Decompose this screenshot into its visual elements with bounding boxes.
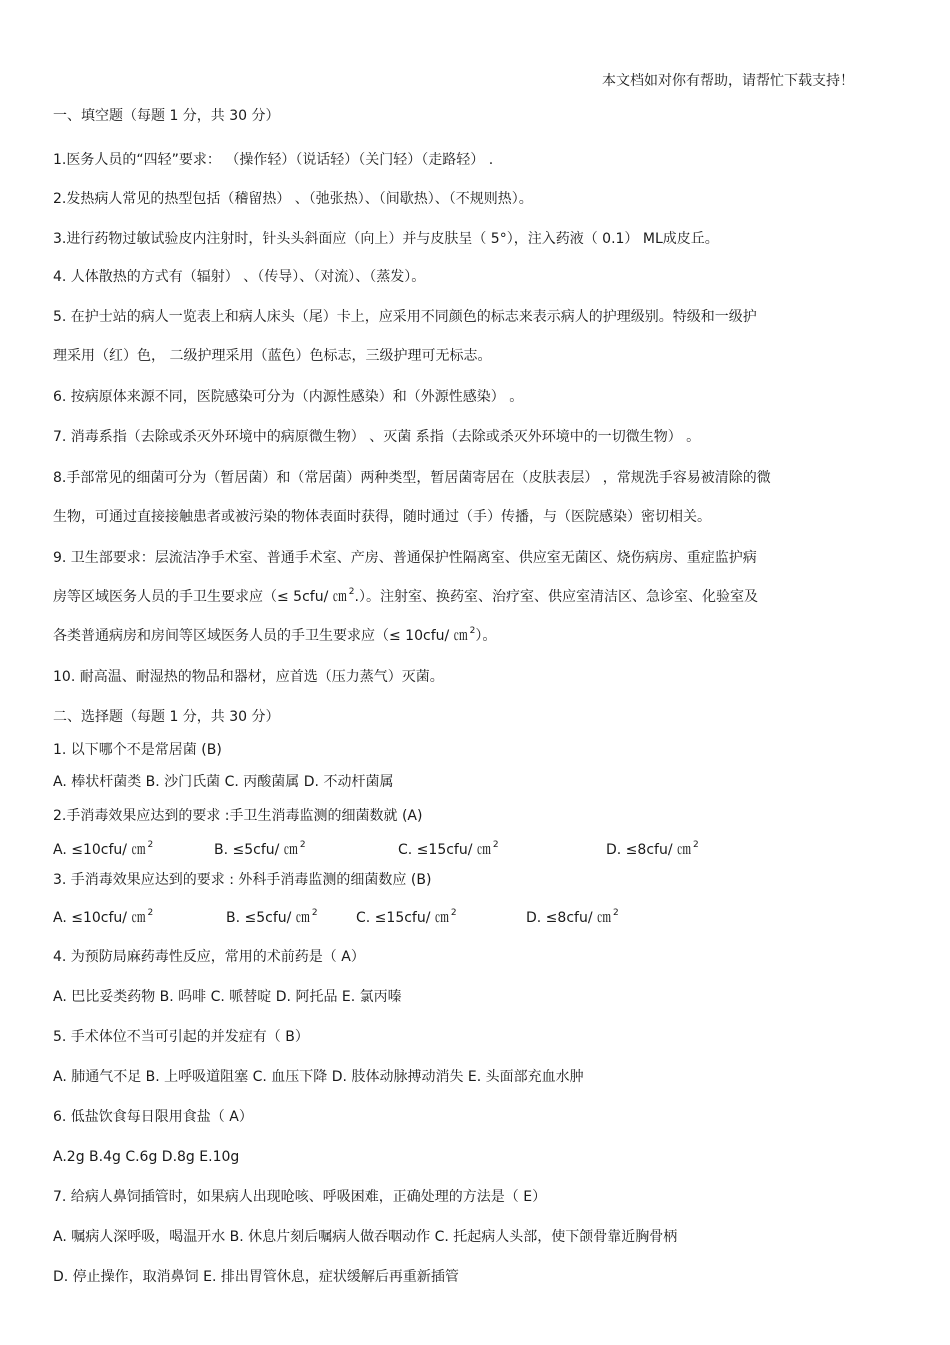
choice-question-7-options-line1: A. 嘱病人深呼吸，喝温开水 B. 休息片刻后嘱病人做吞咽动作 C. 托起病人头部，使下颌骨靠近胸骨柄 <box>53 1229 678 1245</box>
option-text: A. ≤10cfu/ ㎝ <box>53 842 146 858</box>
option-text: C. ≤15cfu/ ㎝ <box>398 842 491 858</box>
fill-question-4: 4. 人体散热的方式有（辐射） 、（传导）、（对流）、（蒸发）。 <box>53 269 426 285</box>
superscript: 2 <box>147 840 154 850</box>
fill-question-9-line2 <box>53 587 758 609</box>
option-text: B. ≤5cfu/ ㎝ <box>226 910 310 926</box>
fill-question-3: 3.进行药物过敏试验皮内注射时，针头头斜面应（向上）并与皮肤呈（ 5°），注入药液（ 0.1） ML成皮丘。 <box>53 231 719 247</box>
choice-question-3-option-b <box>226 908 318 930</box>
superscript: 2 <box>492 840 499 850</box>
option-text: A. ≤10cfu/ ㎝ <box>53 910 146 926</box>
superscript: 2 <box>692 840 699 850</box>
fill-question-2: 2.发热病人常见的热型包括（稽留热） 、（弛张热）、（间歇热）、（不规则热）。 <box>53 191 533 207</box>
q9-line3-text-a: 各类普通病房和房间等区域医务人员的手卫生要求应（≤ 10cfu/ ㎝ <box>53 628 468 644</box>
choice-question-6-options: A.2g B.4g C.6g D.8g E.10g <box>53 1149 240 1165</box>
option-text: D. ≤8cfu/ ㎝ <box>606 842 691 858</box>
fill-question-8-line1: 8.手部常见的细菌可分为（暂居菌）和（常居菌）两种类型，暂居菌寄居在（皮肤表层） ，常规洗手容易被清除的微 <box>53 470 771 486</box>
fill-question-9-line3 <box>53 626 496 648</box>
q9-line2-text-a: 房等区域医务人员的手卫生要求应（≤ 5cfu/ ㎝ <box>53 589 347 605</box>
fill-question-1: 1.医务人员的“四轻”要求： （操作轻）（说话轻）（关门轻）（走路轻） . <box>53 152 494 168</box>
choice-question-7-options-line2: D. 停止操作，取消鼻饲 E. 排出胃管休息，症状缓解后再重新插管 <box>53 1269 459 1285</box>
choice-question-7: 7. 给病人鼻饲插管时，如果病人出现呛咳、呼吸困难，正确处理的方法是（ E） <box>53 1189 547 1205</box>
header-note: 本文档如对你有帮助，请帮忙下载支持！ <box>602 73 854 89</box>
choice-question-2: 2.手消毒效果应达到的要求 :手卫生消毒监测的细菌数就 (A) <box>53 808 423 824</box>
q9-line2-text-b: .）。注射室、换药室、治疗室、供应室清洁区、急诊室、化验室及 <box>354 589 758 605</box>
section2-title: 二、选择题（每题 1 分，共 30 分） <box>53 709 280 725</box>
choice-question-1-options: A. 棒状杆菌类 B. 沙门氏菌 C. 丙酸菌属 D. 不动杆菌属 <box>53 774 394 790</box>
choice-question-3-option-a <box>53 908 153 930</box>
choice-question-2-option-a <box>53 840 153 862</box>
fill-question-9-line1: 9. 卫生部要求：层流洁净手术室、普通手术室、产房、普通保护性隔离室、供应室无菌区、烧伤病房、重症监护病 <box>53 550 757 566</box>
choice-question-2-option-d <box>606 840 699 862</box>
choice-question-4-options: A. 巴比妥类药物 B. 吗啡 C. 哌替啶 D. 阿托品 E. 氯丙嗪 <box>53 989 402 1005</box>
choice-question-6: 6. 低盐饮食每日限用食盐（ A） <box>53 1109 253 1125</box>
fill-question-10: 10. 耐高温、耐湿热的物品和器材，应首选（压力蒸气）灭菌。 <box>53 669 444 685</box>
superscript: 2 <box>450 908 457 918</box>
choice-question-5: 5. 手术体位不当可引起的并发症有（ B） <box>53 1029 309 1045</box>
section1-title: 一、填空题（每题 1 分，共 30 分） <box>53 108 280 124</box>
fill-question-8-line2: 生物，可通过直接接触患者或被污染的物体表面时获得，随时通过（手）传播，与（医院感染）密切相关。 <box>53 509 711 525</box>
choice-question-3-option-d <box>526 908 619 930</box>
choice-question-5-options: A. 肺通气不足 B. 上呼吸道阻塞 C. 血压下降 D. 肢体动脉搏动消失 E. 头面部充血水肿 <box>53 1069 584 1085</box>
fill-question-5-line1: 5. 在护士站的病人一览表上和病人床头（尾）卡上，应采用不同颜色的标志来表示病人的护理级别。特级和一级护 <box>53 309 757 325</box>
q9-line3-text-b: ）。 <box>475 628 497 644</box>
choice-question-3: 3. 手消毒效果应达到的要求 : 外科手消毒监测的细菌数应 (B) <box>53 872 432 888</box>
fill-question-5-line2: 理采用（红）色， 二级护理采用（蓝色）色标志，三级护理可无标志。 <box>53 348 492 364</box>
superscript: 2 <box>147 908 154 918</box>
option-text: D. ≤8cfu/ ㎝ <box>526 910 611 926</box>
q9-line3-superscript: 2 <box>469 626 476 636</box>
superscript: 2 <box>311 908 318 918</box>
option-text: B. ≤5cfu/ ㎝ <box>214 842 298 858</box>
choice-question-2-option-c <box>398 840 499 862</box>
q9-line2-superscript: 2 <box>348 587 355 597</box>
superscript: 2 <box>299 840 306 850</box>
choice-question-3-option-c <box>356 908 457 930</box>
fill-question-6: 6. 按病原体来源不同，医院感染可分为（内源性感染）和（外源性感染） 。 <box>53 389 524 405</box>
option-text: C. ≤15cfu/ ㎝ <box>356 910 449 926</box>
choice-question-4: 4. 为预防局麻药毒性反应，常用的术前药是（ A） <box>53 949 365 965</box>
superscript: 2 <box>612 908 619 918</box>
fill-question-7: 7. 消毒系指（去除或杀灭外环境中的病原微生物） 、灭菌 系指（去除或杀灭外环境中的一切微生物） 。 <box>53 429 701 445</box>
choice-question-1: 1. 以下哪个不是常居菌 (B) <box>53 742 222 758</box>
choice-question-2-option-b <box>214 840 306 862</box>
